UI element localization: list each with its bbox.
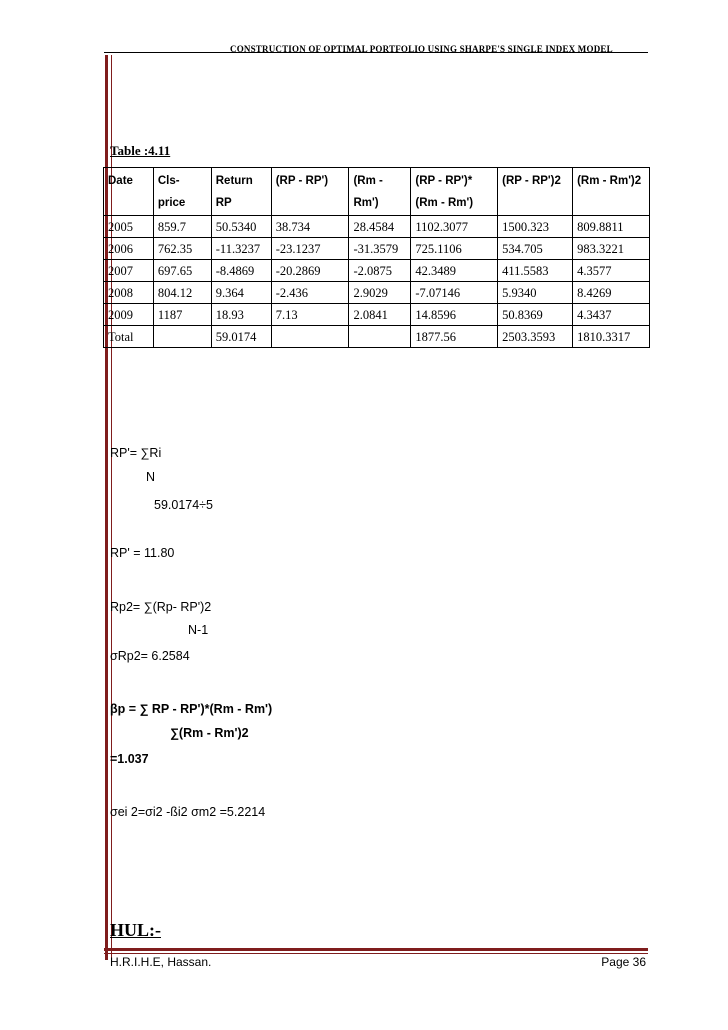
table-cell: 9.364 xyxy=(211,282,271,304)
table-cell xyxy=(349,326,411,348)
formula-rp-definition: RP'= ∑Ri xyxy=(110,446,162,460)
formula-rp-denominator: N xyxy=(146,470,156,484)
cell-text: 804.12 xyxy=(157,286,193,300)
table-cell xyxy=(153,326,211,348)
table-cell: -23.1237 xyxy=(271,238,349,260)
table-cell: 8.4269 xyxy=(573,282,650,304)
table-cell: 1187 xyxy=(153,304,211,326)
table-cell: 14.8596 xyxy=(411,304,498,326)
col-header-rm-dev-sq: (Rm - Rm')2 xyxy=(573,168,650,216)
table-cell: 42.3489 xyxy=(411,260,498,282)
table-cell: 2009 xyxy=(104,304,154,326)
table-cell xyxy=(153,238,211,260)
formula-sigma-rp2: σRp2= 6.2584 xyxy=(110,649,190,663)
table-cell xyxy=(271,326,349,348)
table-cell: 50.8369 xyxy=(498,304,573,326)
footer-page-number: Page 36 xyxy=(601,955,646,969)
cell-text: 697.65 xyxy=(157,264,193,278)
table-row xyxy=(104,282,650,304)
formula-beta-numerator: βp = ∑ RP - RP')*(Rm - Rm') xyxy=(110,702,273,716)
table-cell: 411.5583 xyxy=(498,260,573,282)
col-header-rm-dev: (Rm - Rm') xyxy=(349,168,411,216)
table-cell: 38.734 xyxy=(271,216,349,238)
table-cell: 5.9340 xyxy=(498,282,573,304)
table-cell: -7.07146 xyxy=(411,282,498,304)
formula-beta-result: =1.037 xyxy=(110,752,149,766)
table-row xyxy=(104,238,650,260)
table-cell: 4.3437 xyxy=(573,304,650,326)
table-cell: 1877.56 xyxy=(411,326,498,348)
formula-rp2-denominator: N-1 xyxy=(188,623,209,637)
table-cell: 4.3577 xyxy=(573,260,650,282)
formula-rp2-definition: Rp2= ∑(Rp- RP')2 xyxy=(110,600,212,614)
table-cell: 2005 xyxy=(104,216,154,238)
table-cell: 2008 xyxy=(104,282,154,304)
table-cell: 28.4584 xyxy=(349,216,411,238)
col-header-rp-dev-sq: (RP - RP')2 xyxy=(498,168,573,216)
formula-rp-result: RP' = 11.80 xyxy=(110,546,175,560)
table-cell: 1102.3077 xyxy=(411,216,498,238)
table-cell: 859.7 xyxy=(153,216,211,238)
table-cell: 983.3221 xyxy=(573,238,650,260)
table-caption: Table :4.11 xyxy=(110,143,171,158)
footer-rule-thick xyxy=(104,948,648,951)
table-cell: 1810.3317 xyxy=(573,326,650,348)
table-cell: 59.0174 xyxy=(211,326,271,348)
cell-text: -11.3237 xyxy=(215,242,261,256)
table-cell xyxy=(153,260,211,282)
table-cell: Total xyxy=(104,326,154,348)
table-cell: 809.8811 xyxy=(573,216,650,238)
table-cell: 1500.323 xyxy=(498,216,573,238)
col-header-rp-dev: (RP - RP') xyxy=(271,168,349,216)
header-rule xyxy=(104,52,648,53)
col-header-close-price: Cls-price xyxy=(153,168,211,216)
table-cell: -2.0875 xyxy=(349,260,411,282)
table-cell xyxy=(349,238,411,260)
table-cell: 7.13 xyxy=(271,304,349,326)
col-header-date: Date xyxy=(104,168,154,216)
table-cell: 2.9029 xyxy=(349,282,411,304)
col-header-product: (RP - RP')* (Rm - Rm') xyxy=(411,168,498,216)
table-cell: 2.0841 xyxy=(349,304,411,326)
table-cell: 18.93 xyxy=(211,304,271,326)
table-cell xyxy=(153,282,211,304)
table-cell: 534.705 xyxy=(498,238,573,260)
table-row xyxy=(104,216,650,238)
table-cell xyxy=(211,238,271,260)
table-cell: 725.1106 xyxy=(411,238,498,260)
formula-rp-calculation: 59.0174÷5 xyxy=(154,498,213,512)
table-row xyxy=(104,260,650,282)
table-cell: 50.5340 xyxy=(211,216,271,238)
table-cell: 2006 xyxy=(104,238,154,260)
table-cell: -2.436 xyxy=(271,282,349,304)
table-header-row xyxy=(104,168,650,216)
data-table xyxy=(103,167,650,348)
table-cell: -20.2869 xyxy=(271,260,349,282)
cell-text: -31.3579 xyxy=(353,242,399,256)
table-total-row xyxy=(104,326,650,348)
formula-beta-denominator: ∑(Rm - Rm')2 xyxy=(170,726,249,740)
table-cell xyxy=(498,326,573,348)
cell-text: 762.35 xyxy=(157,242,193,256)
table-row xyxy=(104,304,650,326)
footer-rule-thin xyxy=(104,953,648,954)
col-header-return: Return RP xyxy=(211,168,271,216)
table-cell: -8.4869 xyxy=(211,260,271,282)
cell-text: 2503.3593 xyxy=(502,330,556,344)
running-header: CONSTRUCTION OF OPTIMAL PORTFOLIO USING SHARPE'S SINGLE INDEX MODEL xyxy=(230,44,613,54)
formula-sigma-ei: σei 2=σi2 -ßi2 σm2 =5.2214 xyxy=(110,805,266,819)
footer-institution: H.R.I.H.E, Hassan. xyxy=(110,955,212,969)
table-cell: 2007 xyxy=(104,260,154,282)
section-heading: HUL:- xyxy=(110,920,161,940)
